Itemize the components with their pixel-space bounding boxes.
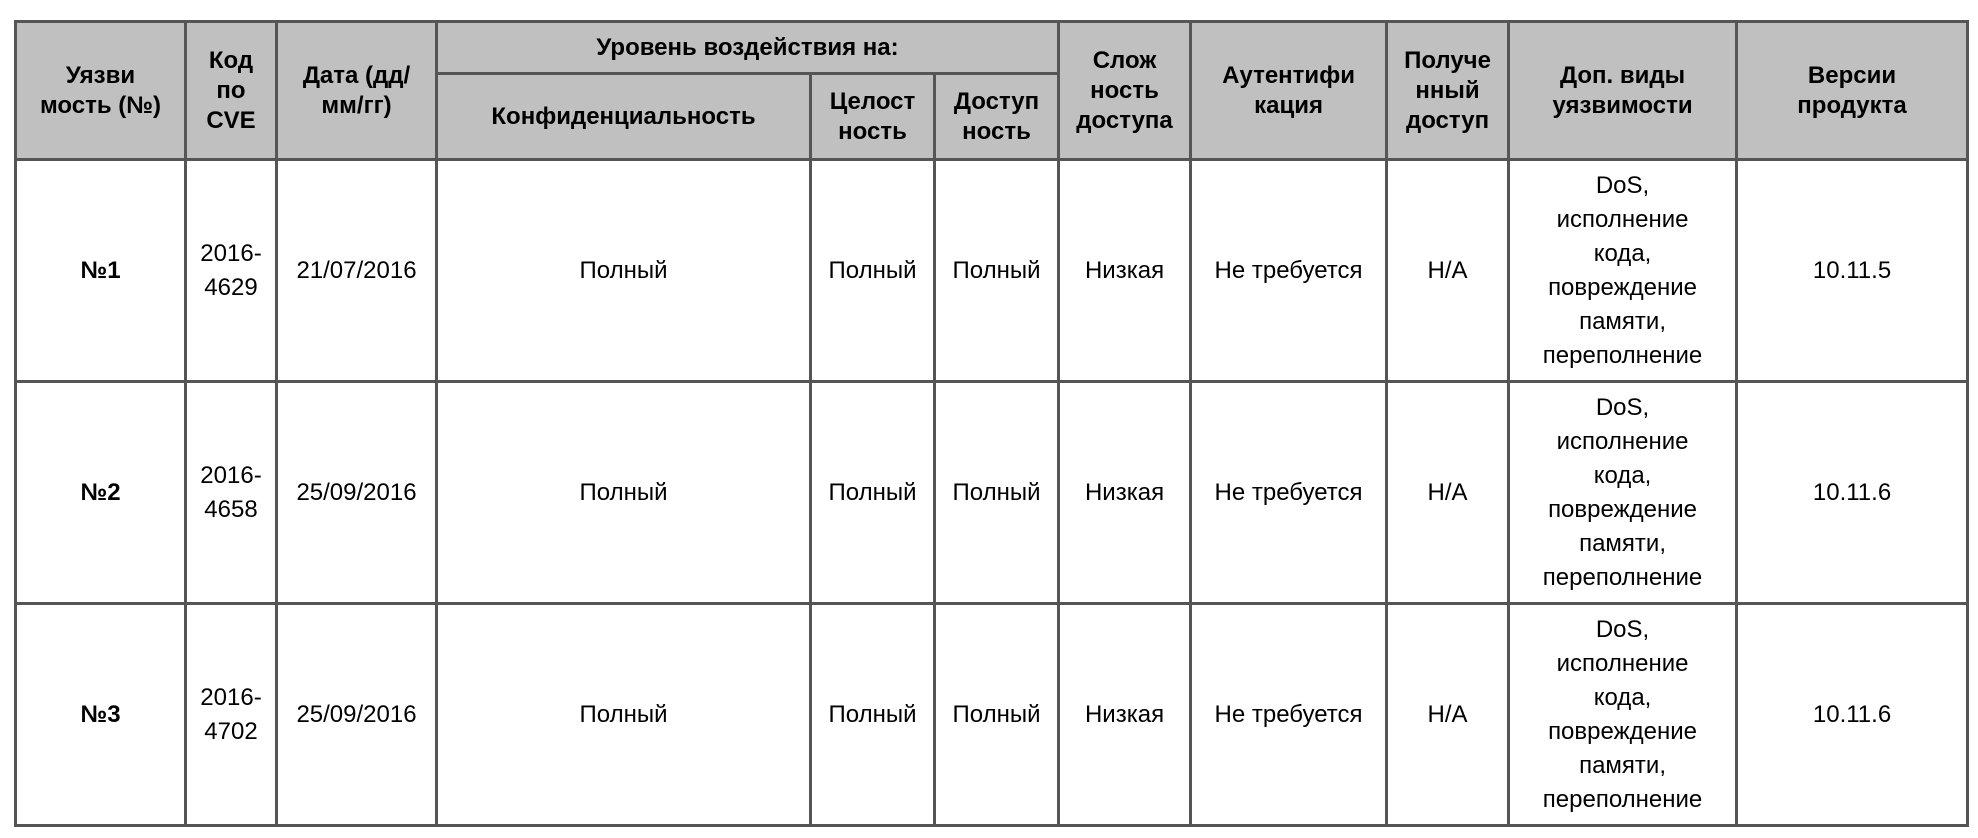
- cell-text: повреждение: [1548, 273, 1697, 301]
- header-text: по: [216, 76, 246, 104]
- cell-integrity: Полный: [811, 604, 935, 826]
- cell-text: DoS,: [1595, 171, 1650, 199]
- header-text: Версии: [1807, 61, 1897, 89]
- header-text: ность: [962, 117, 1031, 145]
- cell-text: памяти,: [1579, 751, 1666, 779]
- cell-text: исполнение: [1556, 427, 1689, 455]
- vulnerability-table: [14, 20, 1969, 827]
- cell-text: исполнение: [1556, 205, 1689, 233]
- header-text: Дата (дд/: [302, 61, 411, 89]
- table-row: [16, 382, 1968, 604]
- cell-text: повреждение: [1548, 717, 1697, 745]
- cell-date: 21/07/2016: [277, 160, 437, 382]
- header-integrity: [811, 74, 935, 160]
- cell-cve: [186, 604, 277, 826]
- cell-availability: Полный: [935, 604, 1059, 826]
- header-date: [277, 22, 437, 160]
- cell-text: 4629: [204, 273, 258, 301]
- cell-text: кода,: [1593, 239, 1652, 267]
- cell-access-complexity: Низкая: [1059, 382, 1191, 604]
- cell-text: 4702: [204, 717, 258, 745]
- cell-extra-types: [1509, 382, 1737, 604]
- cell-text: кода,: [1593, 683, 1652, 711]
- cell-access-complexity: Низкая: [1059, 160, 1191, 382]
- header-text: Аутентифи: [1222, 61, 1355, 89]
- cell-confidentiality: Полный: [437, 382, 811, 604]
- header-extra-types: [1509, 22, 1737, 160]
- cell-extra-types: [1509, 604, 1737, 826]
- cell-extra-types: [1509, 160, 1737, 382]
- cell-integrity: Полный: [811, 160, 935, 382]
- cell-text: 4658: [204, 495, 258, 523]
- header-text: мм/гг): [321, 91, 392, 119]
- cell-date: 25/09/2016: [277, 604, 437, 826]
- cell-cve: [186, 382, 277, 604]
- header-impact-group: Уровень воздействия на:: [437, 22, 1059, 74]
- cell-authentication: Не требуется: [1191, 382, 1387, 604]
- header-text: ность: [838, 117, 907, 145]
- header-text: Целост: [829, 87, 916, 115]
- cell-text: памяти,: [1579, 307, 1666, 335]
- cell-text: переполнение: [1542, 563, 1703, 591]
- cell-text: DoS,: [1595, 393, 1650, 421]
- cell-text: повреждение: [1548, 495, 1697, 523]
- cell-product-version: 10.11.6: [1737, 382, 1968, 604]
- header-text: доступ: [1405, 106, 1490, 134]
- cell-vuln-no: №2: [16, 382, 186, 604]
- cell-product-version: 10.11.5: [1737, 160, 1968, 382]
- header-availability: [935, 74, 1059, 160]
- cell-access-complexity: Низкая: [1059, 604, 1191, 826]
- header-text: Код: [208, 46, 254, 74]
- cell-authentication: Не требуется: [1191, 604, 1387, 826]
- cell-text: исполнение: [1556, 649, 1689, 677]
- header-authentication: [1191, 22, 1387, 160]
- cell-authentication: Не требуется: [1191, 160, 1387, 382]
- cell-gained-access: Н/А: [1387, 604, 1509, 826]
- cell-text: 2016-: [200, 239, 262, 267]
- header-text: кация: [1254, 91, 1323, 119]
- table-row: [16, 160, 1968, 382]
- cell-gained-access: Н/А: [1387, 382, 1509, 604]
- cell-confidentiality: Полный: [437, 604, 811, 826]
- table-row: [16, 604, 1968, 826]
- cell-product-version: 10.11.6: [1737, 604, 1968, 826]
- cell-text: переполнение: [1542, 341, 1703, 369]
- cell-text: 2016-: [200, 683, 262, 711]
- header-text: Уязви: [65, 61, 136, 89]
- table-body: [16, 160, 1968, 826]
- header-text: CVE: [206, 106, 256, 134]
- header-confidentiality: Конфиденциальность: [437, 74, 811, 160]
- header-text: Получе: [1404, 46, 1491, 74]
- cell-text: 2016-: [200, 461, 262, 489]
- header-text: мость (№): [39, 91, 162, 119]
- header-access-complexity: [1059, 22, 1191, 160]
- cell-availability: Полный: [935, 382, 1059, 604]
- cell-integrity: Полный: [811, 382, 935, 604]
- header-cve-code: [186, 22, 277, 160]
- header-gained-access: [1387, 22, 1509, 160]
- header-text: нный: [1415, 76, 1480, 104]
- cell-gained-access: Н/А: [1387, 160, 1509, 382]
- cell-vuln-no: №3: [16, 604, 186, 826]
- cell-text: памяти,: [1579, 529, 1666, 557]
- header-text: Доп. виды: [1559, 61, 1686, 89]
- header-text: ность: [1090, 76, 1159, 104]
- header-text: продукта: [1797, 91, 1907, 119]
- cell-date: 25/09/2016: [277, 382, 437, 604]
- cell-vuln-no: №1: [16, 160, 186, 382]
- table-header: [16, 22, 1968, 160]
- header-text: доступа: [1076, 106, 1173, 134]
- header-text: уязвимости: [1552, 91, 1693, 119]
- cell-cve: [186, 160, 277, 382]
- header-text: Слож: [1092, 46, 1157, 74]
- header-vuln-no: [16, 22, 186, 160]
- cell-confidentiality: Полный: [437, 160, 811, 382]
- cell-text: переполнение: [1542, 785, 1703, 813]
- cell-text: кода,: [1593, 461, 1652, 489]
- header-product-versions: [1737, 22, 1968, 160]
- cell-text: DoS,: [1595, 615, 1650, 643]
- cell-availability: Полный: [935, 160, 1059, 382]
- header-text: Доступ: [953, 87, 1040, 115]
